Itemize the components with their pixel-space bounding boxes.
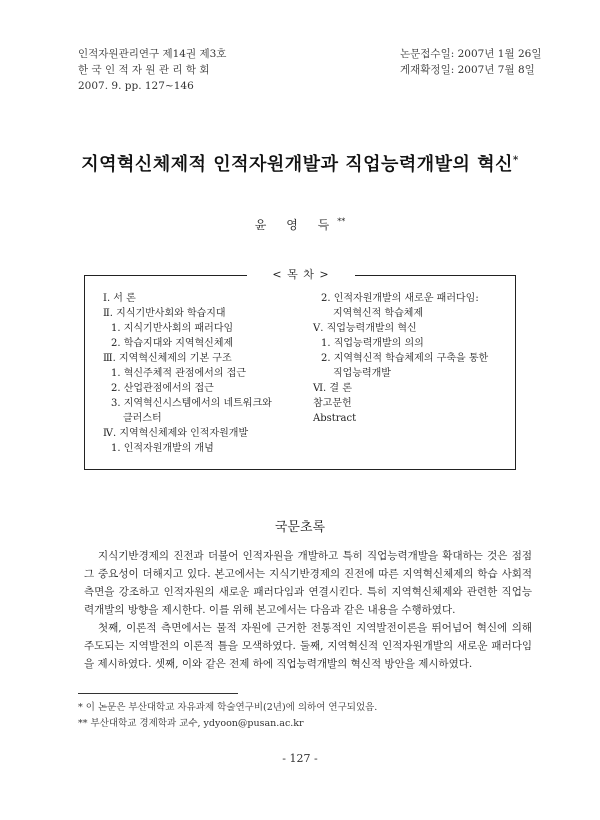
toc-item: Ⅰ. 서 론 [103, 293, 136, 304]
footnote-rule [78, 693, 238, 694]
abstract-heading: 국문초록 [274, 520, 326, 535]
society-name: 한 국 인 적 자 원 관 리 학 회 [78, 64, 210, 76]
toc-item: Abstract [313, 413, 357, 424]
toc-item: Ⅵ. 결 론 [313, 383, 352, 394]
toc-item: 2. 산업관점에서의 접근 [111, 383, 214, 394]
author-name: 윤 영 득 [254, 218, 338, 232]
toc-item: 1. 지식기반사회의 패러다임 [111, 323, 234, 334]
toc-item: 1. 직업능력개발의 의의 [321, 338, 424, 349]
table-of-contents [84, 268, 516, 470]
toc-item: 지역혁신적 학습체제 [333, 308, 424, 319]
footnote-author: ** 부산대학교 경제학과 교수, ydyoon@pusan.ac.kr [78, 718, 304, 729]
toc-item: 1. 혁신주체적 관점에서의 접근 [111, 368, 246, 379]
toc-heading: < 목 차 > [247, 268, 355, 282]
journal-info [78, 46, 226, 94]
abstract-paragraph: 첫째, 이론적 측면에서는 물적 자원에 근거한 전통적인 지역발전이론을 뛰어넘어 혁신에 의해 주도되는 지역발전의 이론적 틀을 모색하였다. 둘째, 지역혁신적 인적자원개발의 새로운 패러다임을 제시하였다. 셋째, 이와 같은 전제 하에 직업능력개발의 혁신적 방안을 제시하였다. [84, 622, 532, 670]
issue-pages: 2007. 9. pp. 127~146 [78, 80, 194, 92]
footnote-funding: * 이 논문은 부산대학교 자유과제 학술연구비(2년)에 의하여 연구되었음. [78, 702, 378, 713]
journal-name: 인적자원관리연구 제14권 제3호 [78, 48, 227, 60]
toc-item: Ⅳ. 지역혁신체제와 인적자원개발 [103, 428, 249, 439]
toc-left-column [103, 291, 272, 456]
footnotes [78, 700, 377, 732]
author-footnote-mark: ** [337, 217, 346, 226]
toc-item: 1. 인적자원개발의 개념 [111, 443, 214, 454]
toc-item: 2. 학습지대와 지역혁신체제 [111, 338, 234, 349]
toc-item: 3. 지역혁신시스템에서의 네트워크와 [111, 398, 272, 409]
title-footnote-mark: * [513, 155, 519, 166]
abstract-paragraph: 지식기반경제의 진전과 더불어 인적자원을 개발하고 특히 직업능력개발을 확대하는 것은 점점 그 중요성이 더해지고 있다. 본고에서는 지식기반경제의 진전에 따른 지역혁신체제의 학습 사회적 측면을 강조하고 인적자원의 새로운 패러다임과 연결시킨다. 특히 지역혁신체제와 관련한 직업능력개발의 방향을 제시한다. 이를 위해 본고에서는 다음과 같은 내용을 수행하였다. [84, 550, 532, 616]
toc-item: 2. 지역혁신적 학습체제의 구축을 통한 [321, 353, 489, 364]
accepted-date: 게재확정일: 2007년 7월 8일 [400, 64, 535, 76]
toc-item: 2. 인적자원개발의 새로운 패러다임: [321, 293, 479, 304]
submission-info [400, 46, 541, 78]
toc-item: Ⅴ. 직업능력개발의 혁신 [313, 323, 417, 334]
title-text: 지역혁신체제적 인적자원개발과 직업능력개발의 혁신 [81, 154, 513, 175]
received-date: 논문접수일: 2007년 1월 26일 [400, 48, 542, 60]
paper-title [0, 150, 600, 176]
toc-item: Ⅱ. 지식기반사회와 학습지대 [103, 308, 226, 319]
toc-item: 직업능력개발 [333, 368, 391, 379]
toc-item: Ⅲ. 지역혁신체제의 기본 구조 [103, 353, 232, 364]
page-number: - 127 - [282, 752, 318, 765]
author-line [0, 216, 600, 233]
toc-item: 클러스터 [123, 413, 162, 424]
toc-right-column [313, 291, 488, 426]
toc-item: 참고문헌 [313, 398, 352, 409]
abstract-body [84, 547, 532, 673]
